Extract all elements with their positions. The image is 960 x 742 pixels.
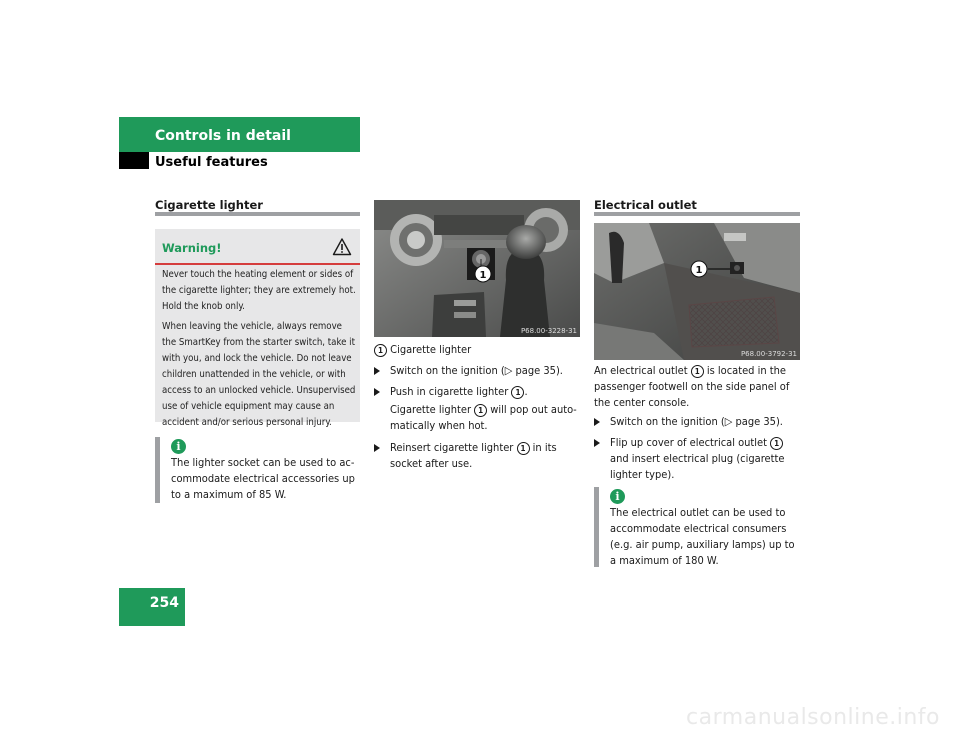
warning-box: [155, 229, 360, 428]
photo-code: P68.00-3792-31: [740, 350, 797, 358]
photo-electrical-outlet: [594, 223, 800, 360]
warning-triangle-icon: [332, 237, 352, 257]
step-push-lighter: [374, 384, 580, 400]
step-note: Cigarette lighter 1 will pop out automatically when hot.: [390, 403, 577, 432]
heading-electrical-outlet: Electrical outlet: [594, 198, 697, 212]
step-flip-cover: [594, 435, 800, 483]
warning-paragraph-2: When leaving the vehicle, always remove the SmartKey from the starter switch, take it with you, and lock the vehicle. Do not leave children unattended in the vehicle, or with access to an unlocked vehicle. Unsupervised use of vehicle equipment may cause an accident and/or serious personal injury.: [162, 321, 356, 428]
watermark: carmanualsonline.info: [686, 705, 940, 730]
step-ignition: [594, 414, 800, 430]
chapter-title: Controls in detail: [155, 128, 291, 144]
callout-1: 1: [479, 270, 487, 281]
caption-text: Cigarette lighter: [390, 343, 472, 356]
warning-divider: [155, 263, 360, 265]
step-text: Switch on the ignition (▷ page 35).: [610, 415, 783, 428]
callout-number: 1: [374, 344, 387, 357]
heading-rule: [594, 212, 800, 216]
header-marker: [119, 152, 149, 169]
warning-title: Warning!: [162, 241, 222, 255]
caption-lighter: [374, 342, 471, 358]
info-bar: [594, 487, 599, 567]
outlet-intro: An electrical outlet 1 is located in the passenger footwell on the side panel of the center console.: [594, 364, 790, 409]
info-icon: i: [171, 439, 186, 454]
photo-code: P68.00-3228-31: [520, 327, 577, 335]
photo-cigarette-lighter: [374, 200, 580, 337]
arrow-icon: [594, 439, 600, 447]
arrow-icon: [374, 367, 380, 375]
section-subtitle: Useful features: [155, 155, 268, 170]
arrow-icon: [374, 388, 380, 396]
step-text: Push in cigarette lighter 1 .: [390, 385, 528, 398]
step-ignition: [374, 363, 580, 379]
warning-text: [162, 267, 357, 435]
step-reinsert: [374, 440, 580, 472]
info-text-outlet: The electrical outlet can be used to accommodate electrical consumers (e.g. air pump, auxiliary lamps) up to a maximum of 180 W.: [610, 506, 795, 567]
page-number: 254: [119, 588, 185, 626]
warning-paragraph-1: Never touch the heating element or sides of the cigarette lighter; they are extremely hot. Hold the knob only.: [162, 269, 356, 312]
heading-rule: [155, 212, 360, 216]
arrow-icon: [374, 444, 380, 452]
callout-1: 1: [695, 265, 703, 276]
step-text: Flip up cover of electrical outlet 1 and insert electrical plug (cigarette lighter type).: [610, 436, 785, 481]
info-icon: i: [610, 489, 625, 504]
arrow-icon: [594, 418, 600, 426]
info-text-lighter: The lighter socket can be used to accommodate electrical accessories up to a maximum of 85 W.: [171, 456, 355, 501]
info-bar: [155, 437, 160, 503]
heading-cigarette-lighter: Cigarette lighter: [155, 198, 263, 212]
step-text: Switch on the ignition (▷ page 35).: [390, 364, 563, 377]
step-text: Reinsert cigarette lighter 1 in its socket after use.: [390, 441, 557, 470]
